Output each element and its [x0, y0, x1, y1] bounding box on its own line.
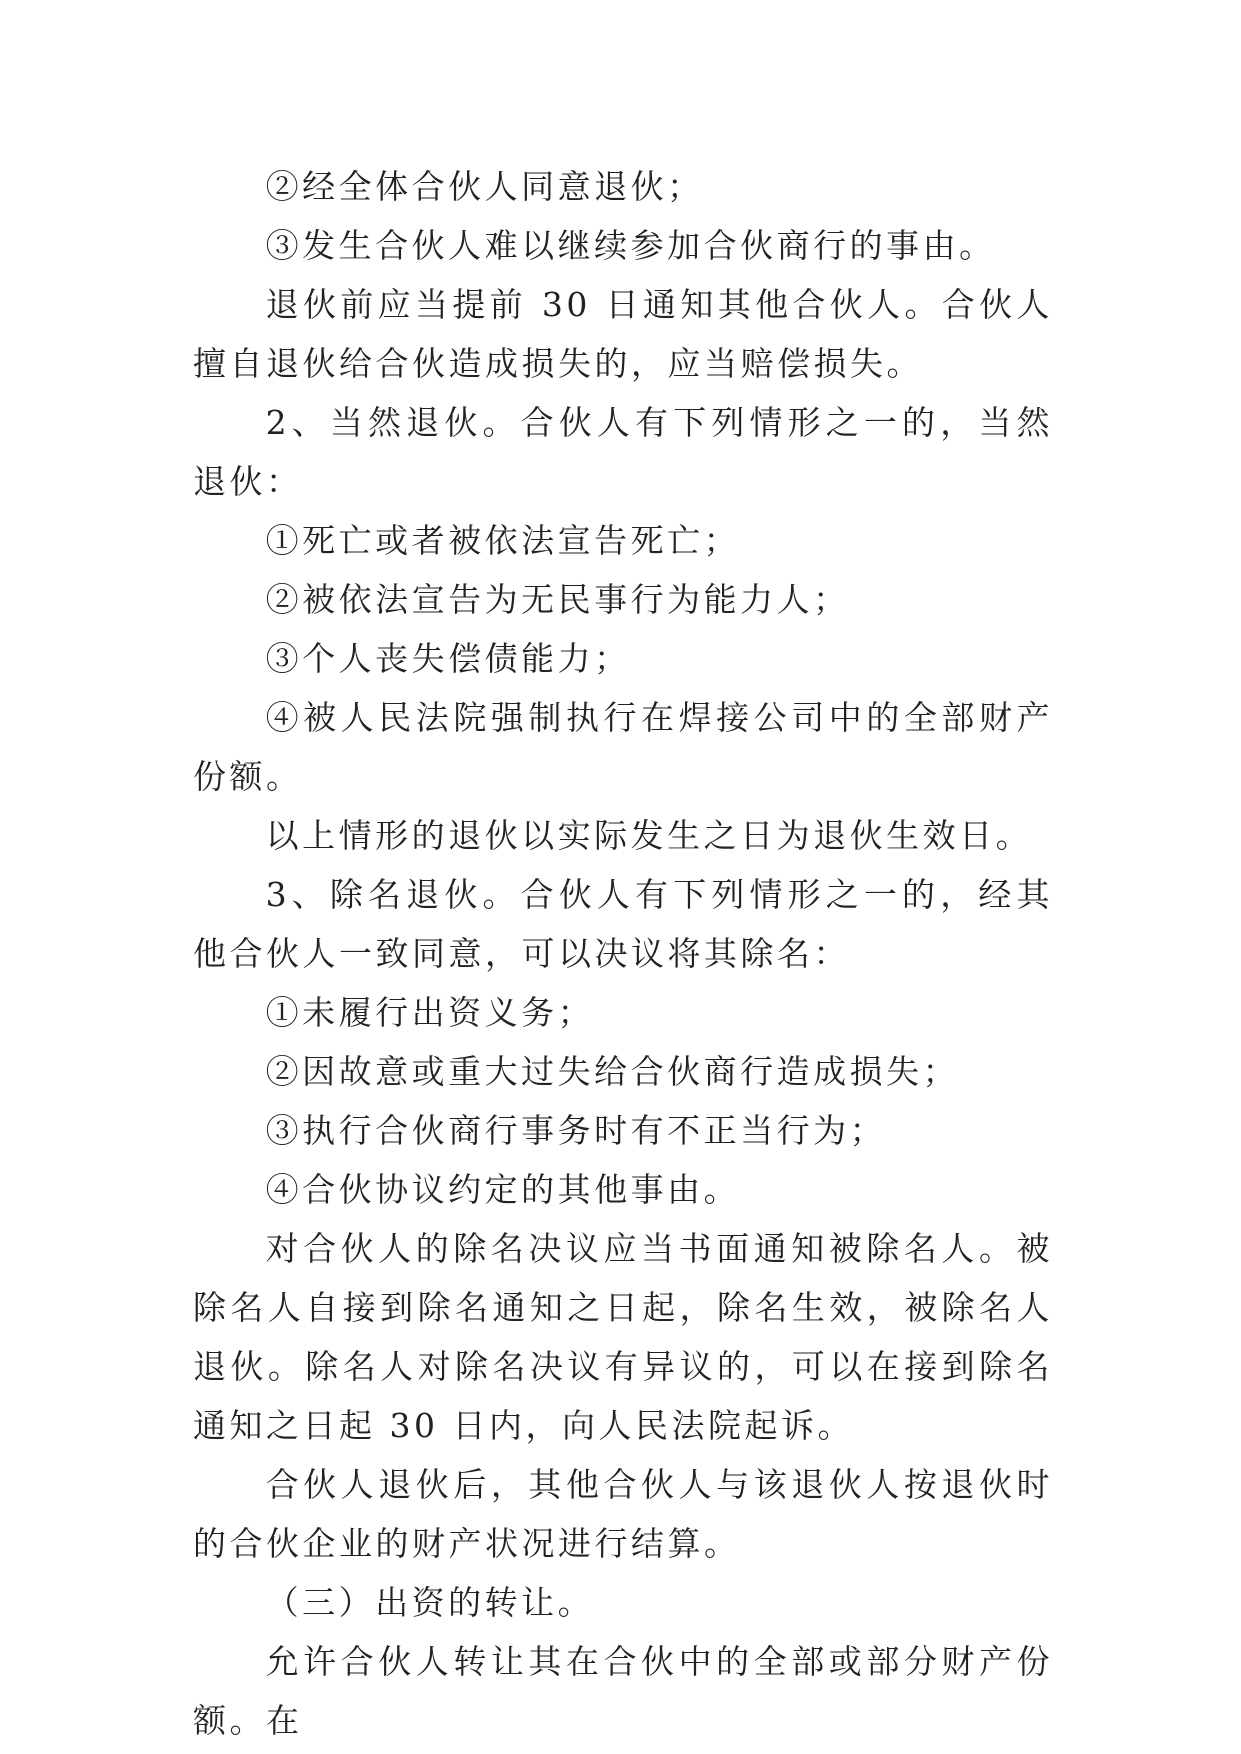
paragraph-8: ④被人民法院强制执行在焊接公司中的全部财产份额。 [193, 698, 1053, 796]
paragraph-1: ②经全体合伙人同意退伙； [265, 167, 704, 206]
paragraph-14: ④合伙协议约定的其他事由。 [265, 1170, 741, 1209]
paragraph-2: ③发生合伙人难以继续参加合伙商行的事由。 [265, 226, 996, 265]
paragraph-4: 2、当然退伙。合伙人有下列情形之一的，当然退伙： [193, 403, 1053, 501]
paragraph-13: ③执行合伙商行事务时有不正当行为； [265, 1111, 887, 1150]
document-body [193, 157, 1053, 1750]
paragraph-12: ②因故意或重大过失给合伙商行造成损失； [265, 1052, 960, 1091]
paragraph-6: ②被依法宣告为无民事行为能力人； [265, 580, 850, 619]
paragraph-5: ①死亡或者被依法宣告死亡； [265, 521, 741, 560]
paragraph-17: （三）出资的转让。 [265, 1583, 595, 1622]
paragraph-11: ①未履行出资义务； [265, 993, 595, 1032]
paragraph-7: ③个人丧失偿债能力； [265, 639, 631, 678]
paragraph-9: 以上情形的退伙以实际发生之日为退伙生效日。 [265, 816, 1033, 855]
paragraph-10: 3、除名退伙。合伙人有下列情形之一的，经其他合伙人一致同意，可以决议将其除名： [193, 875, 1053, 973]
paragraph-3: 退伙前应当提前 30 日通知其他合伙人。合伙人擅自退伙给合伙造成损失的，应当赔偿损失。 [193, 285, 1053, 383]
paragraph-16: 合伙人退伙后，其他合伙人与该退伙人按退伙时的合伙企业的财产状况进行结算。 [193, 1465, 1053, 1563]
paragraph-18: 允许合伙人转让其在合伙中的全部或部分财产份额。在 [193, 1642, 1053, 1740]
paragraph-15: 对合伙人的除名决议应当书面通知被除名人。被除名人自接到除名通知之日起，除名生效，被除名人退伙。除名人对除名决议有异议的，可以在接到除名通知之日起 30 日内，向人民法院起诉。 [193, 1229, 1053, 1445]
